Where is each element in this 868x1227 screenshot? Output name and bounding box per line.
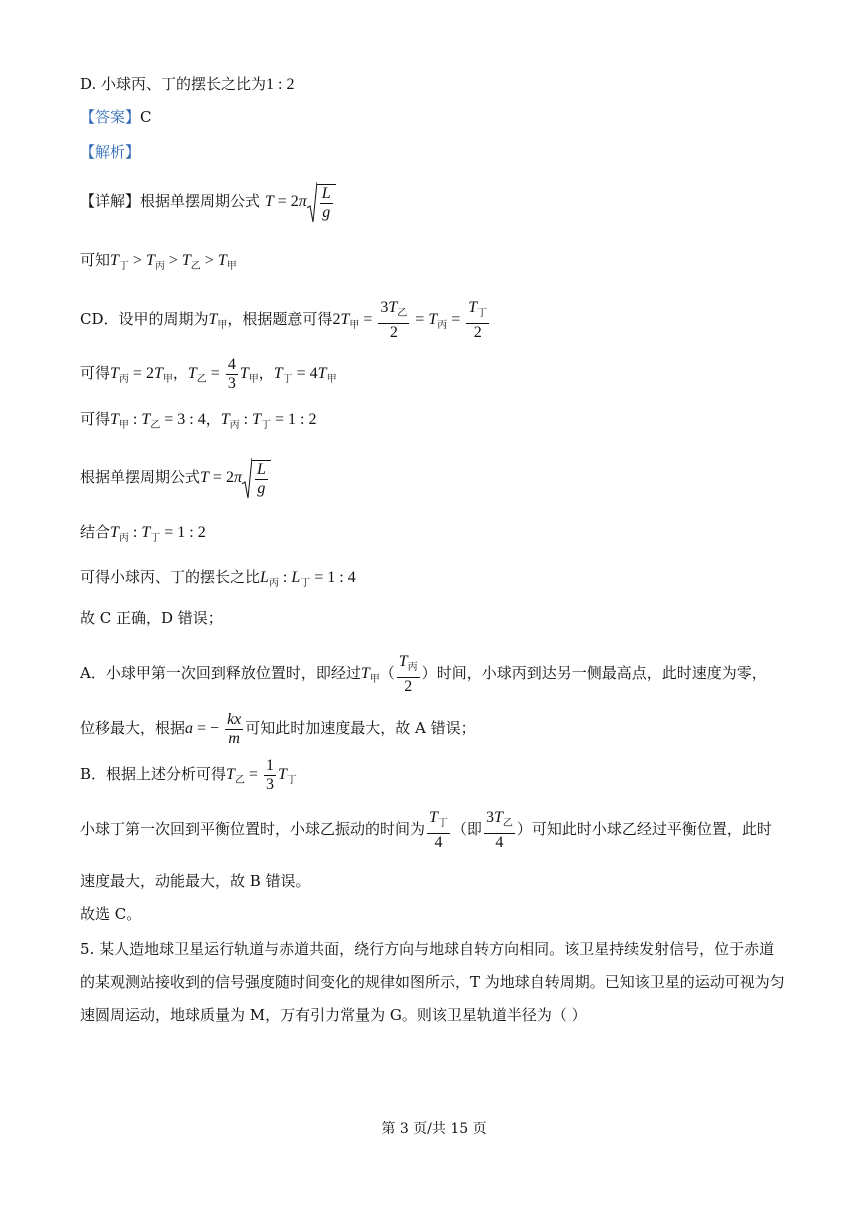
order-prefix: 可知 [80,251,111,269]
q5-line-1 [80,939,774,959]
formula-prefix: 根据单摆周期公式 [80,468,201,486]
b2-pre: 小球丁第一次回到平衡位置时，小球乙振动的时间为 [80,820,426,838]
get2-prefix: 可得 [80,410,111,428]
combine-prefix: 结合 [80,523,111,541]
b-line-2: 小球丁第一次回到平衡位置时，小球乙振动的时间为 $\frac{T_丁}{4}$ （即 $\frac{3T_乙}{4}$ ）可知此时小球乙经过平衡位置，此时 [80,808,772,851]
a-part2: 时间，小球丙到达另一侧最高点，此时速度为零， [436,664,767,682]
order-line: 可知$T_丁 > T_丙 > T_乙 > T_甲$ [80,251,237,272]
b2-mid: （即 [451,820,482,838]
option-d-ratio: 1 : 2 [266,76,295,93]
frac-3t-yi: $\frac{3T_乙}{2}$ [380,298,408,341]
detail-text: 根据单摆周期公式 [140,192,261,210]
combine-line: 结合$T_丙$ : $T_丁 = 1$ : 2 [80,523,206,544]
q5-text-2: 的某观测站接收到的信号强度随时间变化的规律如图所示，T 为地球自转周期。已知该卫星的运动可视为匀 [80,973,785,991]
cd-line: CD．设甲的周期为$T_甲$，根据题意可得$2T_甲$ = $\frac{3T_乙}{2}$ = $T_丙$ = $\frac{T_丁}{2}$ [80,298,488,341]
get-line-2: 可得$T_甲$ : $T_乙 = 3$ : 4，$T_丙$ : $T_丁 = 1$ : 2 [80,410,317,431]
option-d [80,74,294,95]
analysis-label: 【解析】 [80,143,141,161]
get-line-1: 可得$T_丙 = 2T_甲$，$T_乙$ = $\frac{4}{3}$ $T_甲$，$T_丁 = 4T_甲$ [80,355,337,392]
answer-tag: 【答案】 [80,108,141,126]
q5-line-3 [80,1005,587,1025]
a-line2-pre: 位移最大，根据 [80,719,186,737]
b3-text: 速度最大，动能最大，故 B 错误。 [80,872,311,890]
sqrt-formula-1: $\frac{L}{g}$ [307,179,336,225]
conclusion-cd [80,608,223,628]
page-footer: 第 3 页/共 15 页 [381,1121,487,1137]
q5-line-2 [80,972,785,992]
cd-prefix: CD．设甲的周期为 [80,310,209,328]
a-line2-post: 可知此时加速度最大，故 A 错误； [245,719,476,737]
choose-text: 故选 C。 [80,905,142,923]
b-line-3 [80,871,311,891]
lengths-line: 可得小球丙、丁的摆长之比$L_丙$ : $L_丁 = 1$ : 4 [80,568,356,589]
sqrt-formula-2: $\frac{L}{g}$ [242,455,271,501]
answer-line [80,107,152,127]
frac-t-ding: $\frac{T_丁}{2}$ [468,298,488,341]
detail-line: 【详解】根据单摆周期公式 T = 2π $\frac{L}{g}$ [80,178,336,224]
detail-tag: 【详解】 [80,192,141,210]
b2-post: ）可知此时小球乙经过平衡位置，此时 [516,820,772,838]
formula-line-2: 根据单摆周期公式T = 2π $\frac{L}{g}$ [80,454,271,500]
cd-mid: ，根据题意可得 [227,310,333,328]
a-line: A．小球甲第一次回到释放位置时，即经过$T_甲$（ $\frac{T_丙}{2}$ ）时间，小球丙到达另一侧最高点，此时速度为零， [80,652,767,695]
b-line: B．根据上述分析可得$T_乙$ = $\frac{1}{3}$ $T_丁$ [80,756,297,793]
analysis-tag [80,142,140,162]
q5-text-1: 5. 某人造地球卫星运行轨道与赤道共面，绕行方向与地球自转方向相同。该卫星持续发射信号，位于赤道 [80,940,775,958]
a-line-2: 位移最大，根据a = − $\frac{kx}{m}$ 可知此时加速度最大，故 A 错误； [80,710,476,747]
q5-text-3: 速圆周运动，地球质量为 M，万有引力常量为 G。则该卫星轨道半径为（ ） [80,1006,587,1024]
conclusion-cd-text: 故 C 正确，D 错误； [80,609,223,627]
option-d-text: D. 小球丙、丁的摆长之比为 [80,75,267,93]
get1-prefix: 可得 [80,364,111,382]
choose-line [80,904,141,924]
answer-value: C [140,108,152,126]
lengths-prefix: 可得小球丙、丁的摆长之比 [80,568,261,586]
b-line-text: B．根据上述分析可得 [80,765,227,783]
a-part1: A．小球甲第一次回到释放位置时，即经过 [80,664,361,682]
